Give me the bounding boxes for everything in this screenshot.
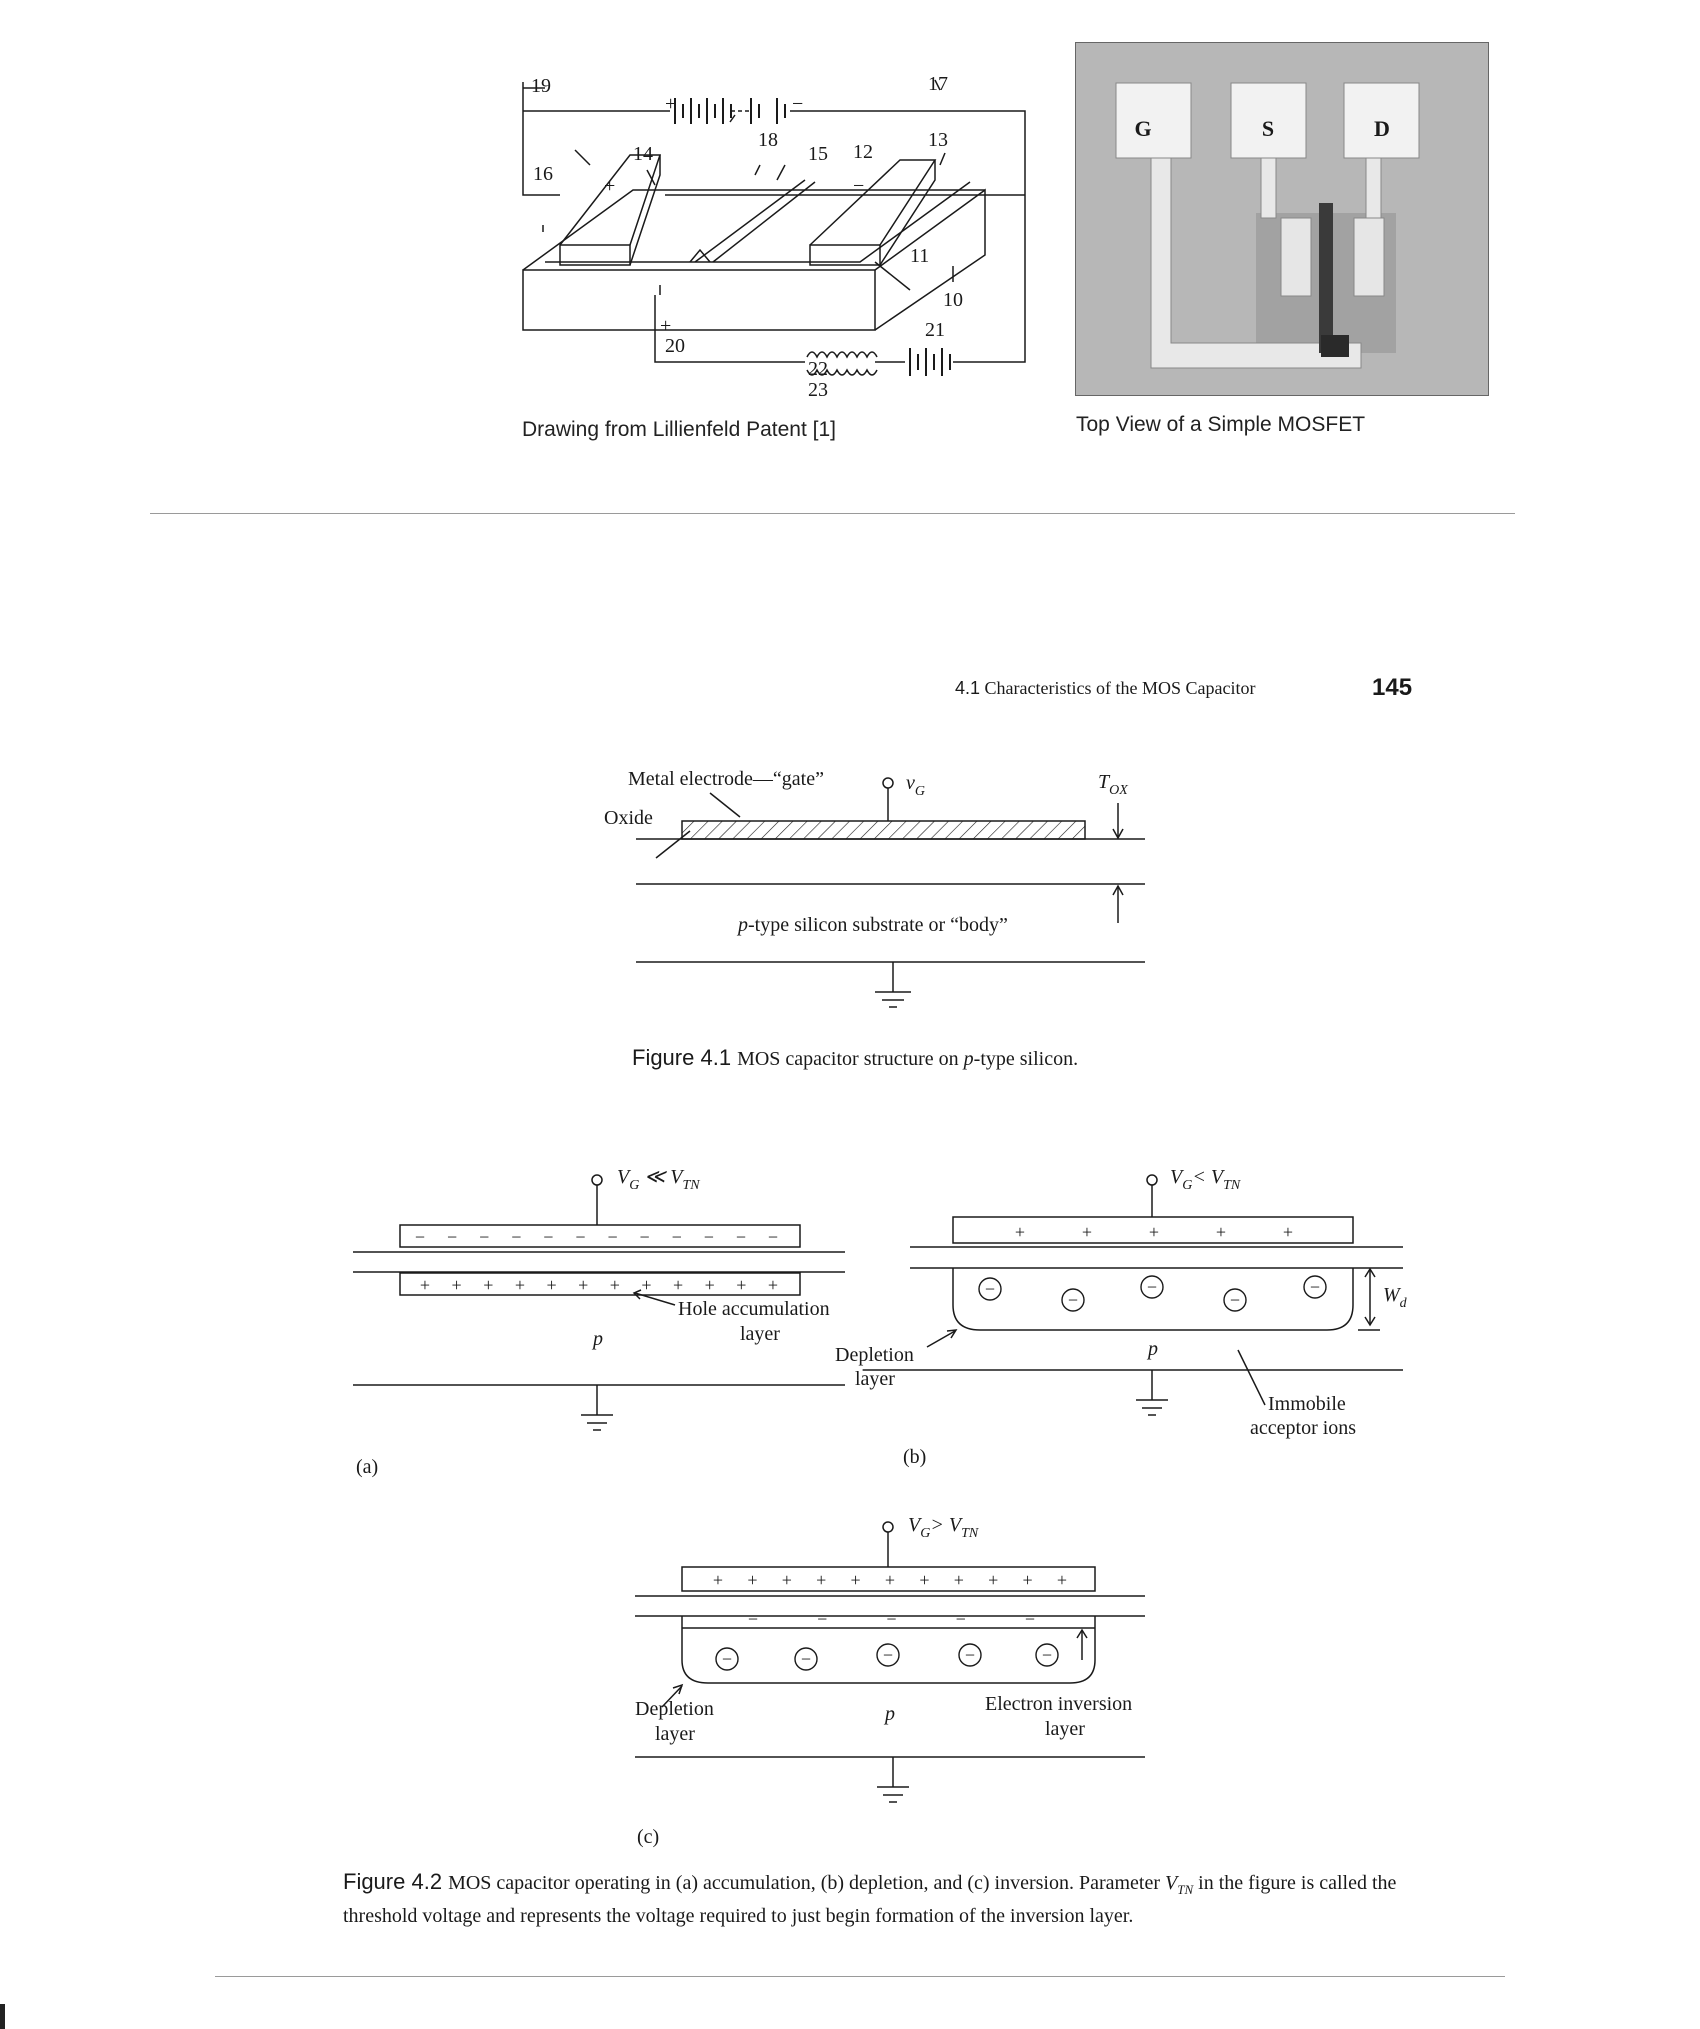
gate-positive-charge: + [850,1570,861,1590]
patent-drawing [515,70,1035,410]
section-number: 4.1 [955,678,981,698]
gate-negative-charge: − [703,1227,714,1247]
patent-number: 10 [943,289,963,311]
hole-positive-charge: + [736,1275,747,1295]
inversion-electron: − [955,1609,966,1629]
gate-positive-charge: + [988,1570,999,1590]
gate-positive-charge: + [1148,1222,1160,1242]
patent-sign: + [660,315,672,337]
page-bottom-rule [215,1976,1505,1977]
patent-sign: + [665,93,677,115]
gate-pad-label: G [1134,116,1152,141]
patent-number: 19 [531,75,551,97]
gate-positive-charge: + [1215,1222,1227,1242]
source-pad-label: S [1261,116,1275,141]
hole-positive-charge: + [673,1275,684,1295]
inversion-electron: − [817,1609,828,1629]
section-title: Characteristics of the MOS Capacitor [984,678,1256,698]
immobile-ions-label-2: acceptor ions [1250,1417,1357,1439]
patent-number: 21 [925,319,945,341]
acceptor-ion-sign: − [1067,1290,1079,1310]
gate-negative-charge: − [671,1227,682,1247]
gate-negative-charge: − [607,1227,618,1247]
patent-number: 12 [853,141,873,163]
acceptor-ion-sign: − [721,1649,733,1669]
acceptor-ion-sign: − [882,1645,894,1665]
gate-negative-charge: − [511,1227,522,1247]
hole-positive-charge: + [641,1275,652,1295]
gate-negative-charge: − [639,1227,650,1247]
inversion-electron: − [886,1609,897,1629]
panel-label-b: (b) [903,1446,927,1468]
gate-positive-charge: + [1014,1222,1026,1242]
acceptor-ion-sign: − [964,1645,976,1665]
body-label: p [593,1328,603,1350]
gate-negative-charge: − [447,1227,458,1247]
gate-label: Metal electrode—“gate” [628,768,824,790]
substrate-label: p-type silicon substrate or “body” [738,914,1008,936]
gate-voltage-label: $v_G$ [906,772,926,799]
inversion-acceptor-ions [716,1644,1058,1670]
body-label: p [1148,1338,1158,1360]
patent-number: 20 [665,335,685,357]
hole-accumulation-label-2: layer [740,1323,780,1345]
figure-4-2-caption: Figure 4.2 MOS capacitor operating in (a) accumulation, (b) depletion, and (c) inversion. Parameter $V_{TN}$ in the figure is called the threshold voltage and represents the voltage required to just begin formation of the inversion layer. [343,1869,1397,1927]
patent-number: 18 [758,129,778,151]
gate-positive-charge: + [1022,1570,1033,1590]
acceptor-ion-sign: − [1146,1277,1158,1297]
depletion-width-label: $W_d$ [1383,1284,1407,1311]
gate-positive-charge: + [747,1570,758,1590]
patent-number: 23 [808,379,828,401]
patent-sign: − [853,175,865,197]
gate-negative-charge: − [479,1227,490,1247]
depletion-layer-label-2: layer [855,1368,895,1390]
gate-positive-charge: + [816,1570,827,1590]
acceptor-ion-sign: − [800,1649,812,1669]
gate-negative-charge: − [575,1227,586,1247]
mosfet-layout [1076,43,1488,395]
depletion-acceptor-ions [979,1276,1326,1311]
acceptor-ion-sign: − [1041,1645,1053,1665]
figure-4-1 [590,755,1170,1035]
inversion-layer-label-2: layer [1045,1718,1085,1740]
photo-caption: Top View of a Simple MOSFET [1076,413,1366,436]
acceptor-ion-sign: − [1229,1290,1241,1310]
patent-number: 15 [808,143,828,165]
patent-number: 14 [633,143,653,165]
accumulation-gate-charges [415,1227,778,1247]
acceptor-ion-sign: − [984,1279,996,1299]
page-number: 145 [1372,674,1413,701]
hole-positive-charge: + [419,1275,431,1295]
depletion-gate-charges [1015,1222,1293,1242]
gate-negative-charge: − [543,1227,554,1247]
hole-positive-charge: + [704,1275,715,1295]
gate-positive-charge: + [1056,1570,1068,1590]
patent-number: 16 [533,163,553,185]
patent-number: 22 [808,358,828,380]
patent-caption: Drawing from Lillienfeld Patent [1] [522,418,836,441]
depletion-layer-label-2: layer [655,1723,695,1745]
gate-positive-charge: + [1282,1222,1294,1242]
oxide-thickness-label: $T_{OX}$ [1098,771,1128,798]
inversion-bias-label: $V_G> V_{TN}$ [908,1514,979,1541]
patent-sign: + [604,175,616,197]
patent-number: 13 [928,129,948,151]
inversion-electron: − [747,1609,759,1629]
hole-positive-charge: + [514,1275,525,1295]
inversion-electron: − [1024,1609,1036,1629]
hole-positive-charge: + [483,1275,494,1295]
mosfet-photo [1075,42,1489,396]
panel-label-a: (a) [356,1456,379,1478]
gate-negative-charge: − [767,1227,779,1247]
hole-positive-charge: + [609,1275,620,1295]
gate-positive-charge: + [884,1570,896,1590]
depletion-layer-label: Depletion [835,1344,914,1366]
gate-negative-charge: − [414,1227,426,1247]
acceptor-ion-sign: − [1309,1277,1321,1297]
hole-accumulation-label: Hole accumulation [678,1298,830,1320]
accumulation-hole-charges [420,1275,778,1295]
body-label: p [885,1703,895,1725]
gate-positive-charge: + [919,1570,930,1590]
immobile-ions-label: Immobile [1268,1393,1346,1415]
hole-positive-charge: + [767,1275,779,1295]
hole-positive-charge: + [546,1275,557,1295]
patent-number: 17 [928,73,948,95]
hole-positive-charge: + [578,1275,589,1295]
drain-pad-label: D [1374,116,1390,141]
depletion-layer-label: Depletion [635,1698,714,1720]
inversion-gate-charges [713,1570,1067,1590]
hole-positive-charge: + [451,1275,462,1295]
scan-edge-mark [0,2004,5,2029]
accumulation-bias-label: $V_G$ ≪ $V_{TN}$ [617,1166,700,1193]
depletion-bias-label: $V_G< V_{TN}$ [1170,1166,1241,1193]
page-divider [150,513,1515,514]
gate-positive-charge: + [712,1570,724,1590]
inversion-layer-label: Electron inversion [985,1693,1133,1715]
figure-4-2a [345,1165,865,1465]
running-header [955,678,1255,699]
panel-label-c: (c) [637,1826,660,1848]
figure-4-2b [830,1165,1430,1465]
patent-number: 11 [910,245,930,267]
patent-sign: − [792,93,804,115]
oxide-label: Oxide [604,807,653,829]
gate-positive-charge: + [781,1570,792,1590]
gate-positive-charge: + [1081,1222,1093,1242]
gate-positive-charge: + [953,1570,964,1590]
figure-4-2c [600,1510,1160,1830]
gate-negative-charge: − [735,1227,746,1247]
figure-4-1-caption: Figure 4.1 MOS capacitor structure on p-type silicon. [632,1045,1079,1070]
inversion-electrons [748,1609,1035,1629]
